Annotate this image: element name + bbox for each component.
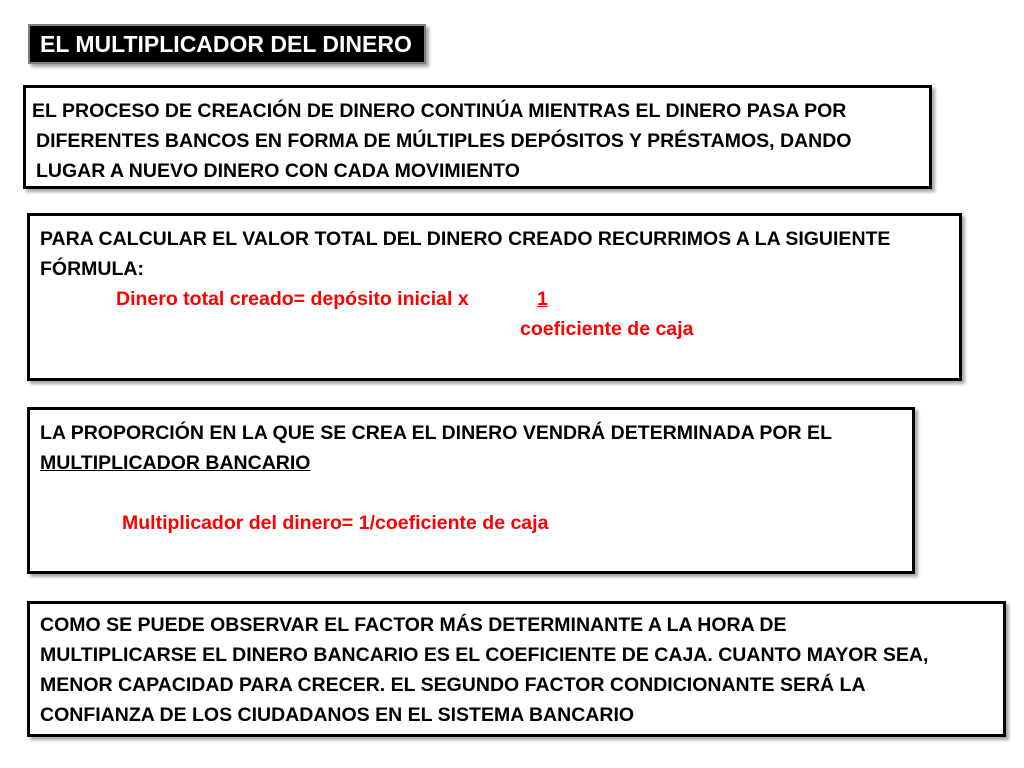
slide-title: EL MULTIPLICADOR DEL DINERO: [28, 24, 426, 64]
conclusion-box: [27, 601, 1006, 737]
formula-prefix: Dinero total creado= depósito inicial x: [116, 288, 469, 310]
multiplier-formula: Multiplicador del dinero= 1/coeficiente de caja: [122, 512, 549, 534]
spacer: [40, 478, 912, 508]
creation-process-line-1: EL PROCESO DE CREACIÓN DE DINERO CONTINÚA MIENTRAS EL DINERO PASA POR: [32, 100, 847, 122]
formula-intro-line-2: FÓRMULA:: [40, 258, 144, 280]
total-money-formula: [40, 284, 959, 314]
formula-box: [27, 213, 962, 381]
conclusion-line-2: MULTIPLICARSE EL DINERO BANCARIO ES EL COEFICIENTE DE CAJA. CUANTO MAYOR SEA,: [40, 644, 929, 666]
fraction-numerator: 1: [536, 288, 548, 310]
multiplier-line-1: LA PROPORCIÓN EN LA QUE SE CREA EL DINERO VENDRÁ DETERMINADA POR EL: [40, 422, 832, 444]
formula-intro-line-1: PARA CALCULAR EL VALOR TOTAL DEL DINERO CREADO RECURRIMOS A LA SIGUIENTE: [40, 228, 891, 250]
conclusion-line-1: COMO SE PUEDE OBSERVAR EL FACTOR MÁS DETERMINANTE A LA HORA DE: [40, 614, 787, 636]
conclusion-line-4: CONFIANZA DE LOS CIUDADANOS EN EL SISTEMA BANCARIO: [40, 704, 635, 726]
multiplier-term: MULTIPLICADOR BANCARIO: [40, 452, 311, 474]
creation-process-line-2: DIFERENTES BANCOS EN FORMA DE MÚLTIPLES DEPÓSITOS Y PRÉSTAMOS, DANDO: [36, 130, 852, 152]
fraction-denominator: coeficiente de caja: [520, 318, 694, 340]
creation-process-line-3: LUGAR A NUEVO DINERO CON CADA MOVIMIENTO: [36, 160, 520, 182]
creation-process-box: [23, 85, 932, 189]
conclusion-line-3: MENOR CAPACIDAD PARA CRECER. EL SEGUNDO FACTOR CONDICIONANTE SERÁ LA: [40, 674, 866, 696]
multiplier-box: [27, 407, 915, 574]
